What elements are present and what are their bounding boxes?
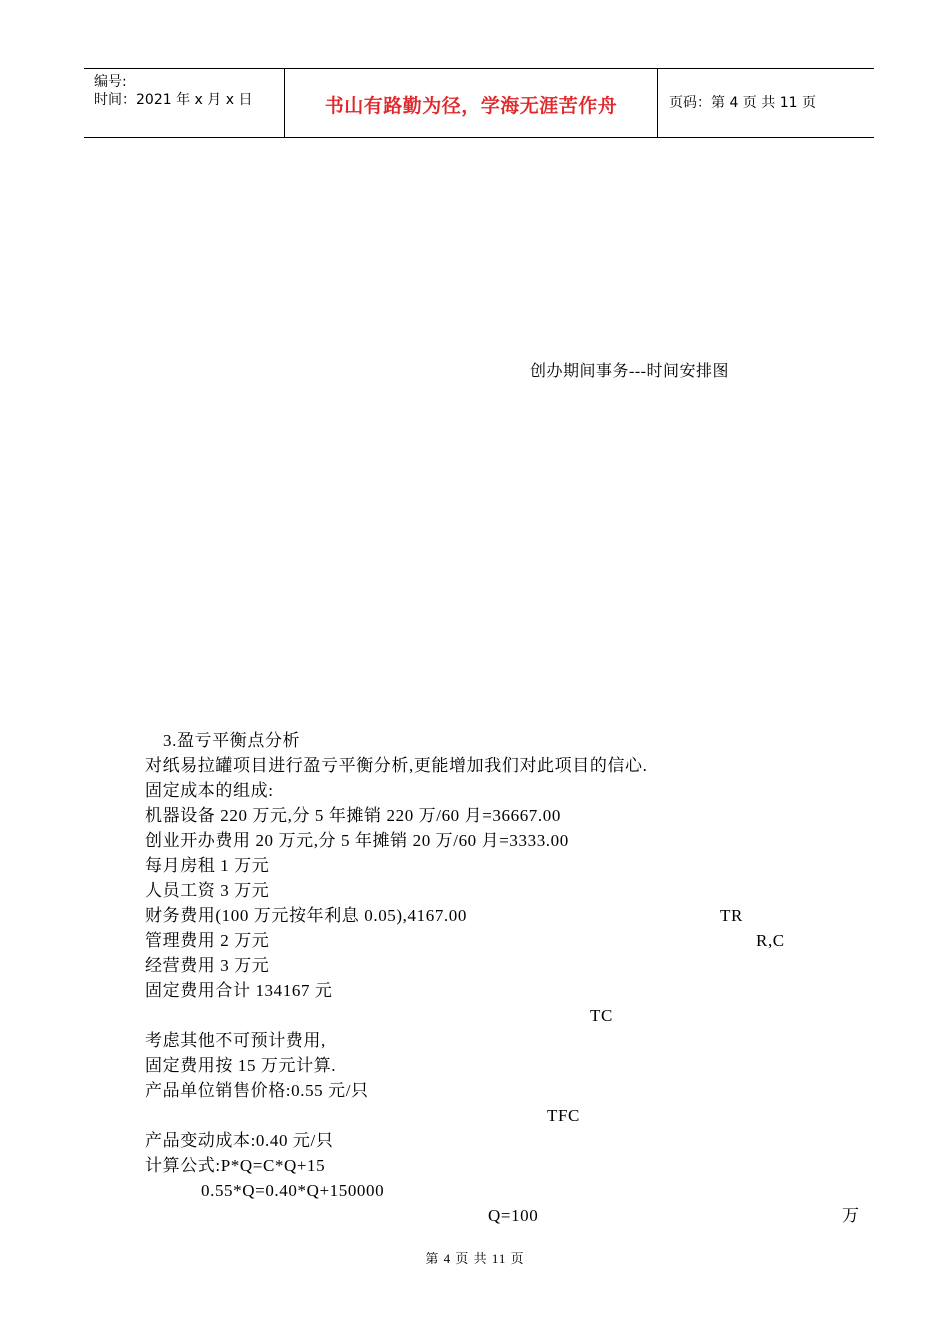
serial-label: 编号: xyxy=(94,74,127,90)
figure-caption: 创办期间事务---时间安排图 xyxy=(530,363,729,380)
motto-text: 书山有路勤为径，学海无涯苦作舟 xyxy=(324,95,618,117)
header-page-cell xyxy=(659,69,874,137)
header-info-cell xyxy=(84,69,285,137)
body-line: 管理费用 2 万元 xyxy=(145,931,270,950)
page-footer: 第 4 页 共 11 页 xyxy=(425,1251,525,1266)
body-line: 对纸易拉罐项目进行盈亏平衡分析,更能增加我们对此项目的信心. xyxy=(145,756,648,775)
diagram-label-tfc: TFC xyxy=(547,1106,580,1125)
body-line: 财务费用(100 万元按年利息 0.05),4167.00 xyxy=(145,906,467,925)
body-line: 每月房租 1 万元 xyxy=(145,856,270,875)
body-line: 固定成本的组成: xyxy=(145,781,274,800)
body-line: 0.55*Q=0.40*Q+150000 xyxy=(201,1181,385,1200)
diagram-label-tr: TR xyxy=(720,906,743,925)
section-heading: 3.盈亏平衡点分析 xyxy=(163,731,301,750)
body-line: Q=100 xyxy=(488,1206,539,1225)
body-line: 机器设备 220 万元,分 5 年摊销 220 万/60 月=36667.00 xyxy=(145,806,561,825)
body-line: 固定费用合计 134167 元 xyxy=(145,981,333,1000)
time-label: 时间：2021 年 x 月 x 日 xyxy=(94,92,253,108)
body-line: 创业开办费用 20 万元,分 5 年摊销 20 万/60 月=3333.00 xyxy=(145,831,569,850)
body-line: 考虑其他不可预计费用, xyxy=(145,1031,326,1050)
page-header xyxy=(84,68,874,138)
header-motto-cell xyxy=(285,69,658,137)
body-line: 固定费用按 15 万元计算. xyxy=(145,1056,337,1075)
body-line: 经营费用 3 万元 xyxy=(145,956,270,975)
body-line: 万 xyxy=(842,1206,860,1225)
body-line: 人员工资 3 万元 xyxy=(145,881,270,900)
body-line: 计算公式:P*Q=C*Q+15 xyxy=(145,1156,326,1175)
body-line: 产品单位销售价格:0.55 元/只 xyxy=(145,1081,369,1100)
diagram-label-tc: TC xyxy=(590,1006,613,1025)
page-number-label: 页码：第 4 页 共 11 页 xyxy=(669,95,816,111)
body-line: 产品变动成本:0.40 元/只 xyxy=(145,1131,334,1150)
diagram-label-rc: R,C xyxy=(756,931,785,950)
